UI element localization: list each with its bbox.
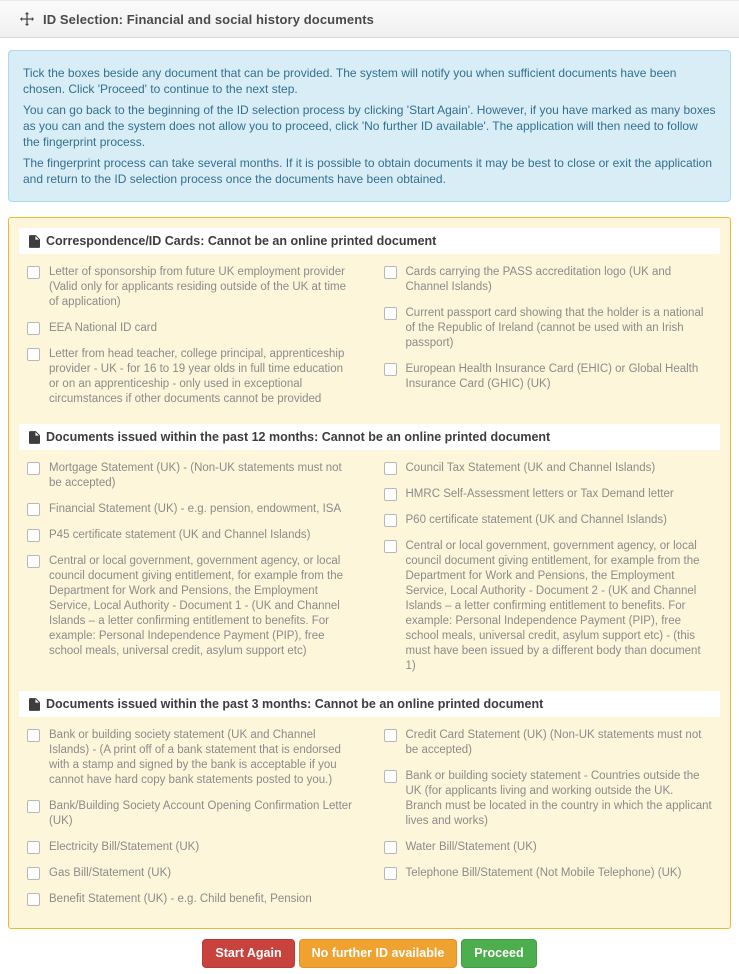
document-icon — [29, 431, 40, 444]
checkbox-item[interactable] — [27, 321, 356, 336]
checkbox-item[interactable] — [27, 265, 356, 310]
checkbox[interactable] — [384, 514, 397, 527]
checkbox[interactable] — [384, 266, 397, 279]
section-title: Correspondence/ID Cards: Cannot be an online printed document — [46, 234, 437, 248]
checkbox-label: Benefit Statement (UK) - e.g. Child benefit, Pension — [49, 893, 312, 905]
checkbox[interactable] — [27, 893, 40, 906]
proceed-button[interactable]: Proceed — [461, 939, 536, 968]
checkbox-label: Gas Bill/Statement (UK) — [49, 867, 172, 879]
column-left — [27, 728, 356, 918]
checkbox-label: European Health Insurance Card (EHIC) or Global Health Insurance Card (GHIC) (UK) — [405, 363, 699, 390]
checkbox[interactable] — [27, 841, 40, 854]
column-right — [384, 728, 713, 892]
instructions-paragraph-3: The fingerprint process can take several months. If it is possible to obtain documents it may be best to close or exit the application and return to the ID selection process once the documents have been obtained. — [23, 156, 713, 186]
checkbox-item[interactable] — [384, 539, 713, 674]
section-header-past-12-months — [19, 424, 720, 450]
checkbox-item[interactable] — [384, 769, 713, 829]
checkbox[interactable] — [384, 363, 397, 376]
instructions-paragraph-2: You can go back to the beginning of the ID selection process by clicking 'Start Again'. However, if you have marked as many boxes as you can and the system does not allow you to proceed, click 'No further ID available'. The application will then need to follow the fingerprint process. — [23, 103, 716, 149]
checkbox[interactable] — [384, 488, 397, 501]
checkbox-label: Mortgage Statement (UK) - (Non-UK statements must not be accepted) — [49, 462, 342, 489]
checkbox[interactable] — [27, 729, 40, 742]
checkbox[interactable] — [27, 867, 40, 880]
column-right — [384, 265, 713, 403]
start-again-button[interactable]: Start Again — [202, 939, 294, 968]
checkbox-item[interactable] — [384, 265, 713, 295]
checkbox[interactable] — [384, 841, 397, 854]
checkbox[interactable] — [384, 540, 397, 553]
section-header-correspondence — [19, 228, 720, 254]
checkbox-label: Council Tax Statement (UK and Channel Islands) — [405, 462, 656, 474]
checkbox-label: Bank or building society statement (UK and Channel Islands) - (A print off of a bank statement that is endorsed with a stamp and signed by the bank is acceptable if you cannot have hard copy bank statements posted to you.) — [49, 729, 341, 786]
checkbox[interactable] — [384, 770, 397, 783]
checkbox[interactable] — [27, 266, 40, 279]
checkbox-item[interactable] — [27, 554, 356, 659]
checkbox[interactable] — [27, 348, 40, 361]
checkbox-label: Telephone Bill/Statement (Not Mobile Telephone) (UK) — [405, 867, 682, 879]
checkbox-item[interactable] — [27, 892, 356, 907]
checkbox-label: Central or local government, government agency, or local council document giving entitlement, for example from the Department for Work and Pensions, the Employment Service, Local Authority - Document 1 - (UK and Channel Islands – a letter confirming entitlement to benefits. For example: Personal Independence Payment (PIP), free school meals, universal credit, asylum support etc) — [49, 555, 344, 657]
column-left — [27, 265, 356, 418]
checkbox-label: HMRC Self-Assessment letters or Tax Demand letter — [405, 488, 674, 500]
checkbox[interactable] — [384, 867, 397, 880]
section-title: Documents issued within the past 3 months: Cannot be an online printed document — [46, 697, 544, 711]
checkbox[interactable] — [27, 462, 40, 475]
checkbox[interactable] — [384, 307, 397, 320]
checkbox-label: P45 certificate statement (UK and Channel Islands) — [49, 529, 311, 541]
checkbox[interactable] — [384, 729, 397, 742]
checkbox-label: Bank or building society statement - Countries outside the UK (for applicants living and working outside the UK. Branch must be located in the country in which the applicant lives and works) — [405, 770, 712, 827]
checkbox-item[interactable] — [384, 306, 713, 351]
checkbox[interactable] — [384, 462, 397, 475]
document-icon — [29, 235, 40, 248]
checkbox-label: Central or local government, government agency, or local council document giving entitlement, for example from the Department for Work and Pensions, the Employment Service, Local Authority - Document 2 - (UK and Channel Islands – a letter confirming entitlement to benefits. For example: Personal Independence Payment (PIP), free school meals, universal credit, asylum support etc) - (this must have been issued by a different body than document 1) — [405, 540, 701, 672]
checkbox-label: Credit Card Statement (UK) (Non-UK statements must not be accepted) — [405, 729, 702, 756]
checkbox-label: Financial Statement (UK) - e.g. pension, endowment, ISA — [49, 503, 342, 515]
checkbox-label: Water Bill/Statement (UK) — [405, 841, 537, 853]
documents-panel — [8, 217, 731, 929]
checkbox-label: Electricity Bill/Statement (UK) — [49, 841, 200, 853]
section-past-12-months-grid — [19, 461, 720, 685]
checkbox-item[interactable] — [27, 528, 356, 543]
move-icon — [20, 12, 34, 26]
checkbox-item[interactable] — [27, 799, 356, 829]
instructions-alert — [8, 50, 731, 202]
checkbox-item[interactable] — [27, 347, 356, 407]
checkbox[interactable] — [27, 529, 40, 542]
checkbox-item[interactable] — [27, 728, 356, 788]
checkbox-label: Letter of sponsorship from future UK employment provider (Valid only for applicants residing outside of the UK at time of application) — [49, 266, 347, 308]
checkbox-label: Cards carrying the PASS accreditation logo (UK and Channel Islands) — [405, 266, 672, 293]
section-title: Documents issued within the past 12 months: Cannot be an online printed document — [46, 430, 551, 444]
section-past-3-months-grid — [19, 728, 720, 918]
page-titlebar — [0, 0, 739, 38]
section-correspondence-grid — [19, 265, 720, 418]
checkbox-item[interactable] — [384, 513, 713, 528]
checkbox[interactable] — [27, 555, 40, 568]
checkbox-item[interactable] — [384, 840, 713, 855]
checkbox-item[interactable] — [27, 461, 356, 491]
document-icon — [29, 698, 40, 711]
checkbox-item[interactable] — [384, 866, 713, 881]
checkbox-label: Letter from head teacher, college principal, apprenticeship provider - UK - for 16 to 19 year olds in full time education or on an apprenticeship - only used in exceptional circumstances if other documents cannot be provided — [49, 348, 345, 405]
no-further-id-button[interactable]: No further ID available — [299, 939, 458, 968]
column-left — [27, 461, 356, 670]
checkbox[interactable] — [27, 800, 40, 813]
checkbox-label: EEA National ID card — [49, 322, 158, 334]
checkbox[interactable] — [27, 503, 40, 516]
checkbox-item[interactable] — [27, 502, 356, 517]
checkbox-item[interactable] — [27, 840, 356, 855]
checkbox-item[interactable] — [384, 461, 713, 476]
checkbox[interactable] — [27, 322, 40, 335]
checkbox-item[interactable] — [27, 866, 356, 881]
checkbox-label: Bank/Building Society Account Opening Confirmation Letter (UK) — [49, 800, 353, 827]
instructions-paragraph-1: Tick the boxes beside any document that can be provided. The system will notify you when sufficient documents have been chosen. Click 'Proceed' to continue to the next step. — [23, 66, 677, 96]
checkbox-label: P60 certificate statement (UK and Channel Islands) — [405, 514, 667, 526]
checkbox-item[interactable] — [384, 728, 713, 758]
checkbox-label: Current passport card showing that the holder is a national of the Republic of Ireland (cannot be used with an Irish passport) — [405, 307, 704, 349]
checkbox-item[interactable] — [384, 362, 713, 392]
action-buttons — [0, 939, 739, 968]
column-right — [384, 461, 713, 685]
checkbox-item[interactable] — [384, 487, 713, 502]
section-header-past-3-months — [19, 691, 720, 717]
page-title: ID Selection: Financial and social history documents — [43, 11, 374, 27]
